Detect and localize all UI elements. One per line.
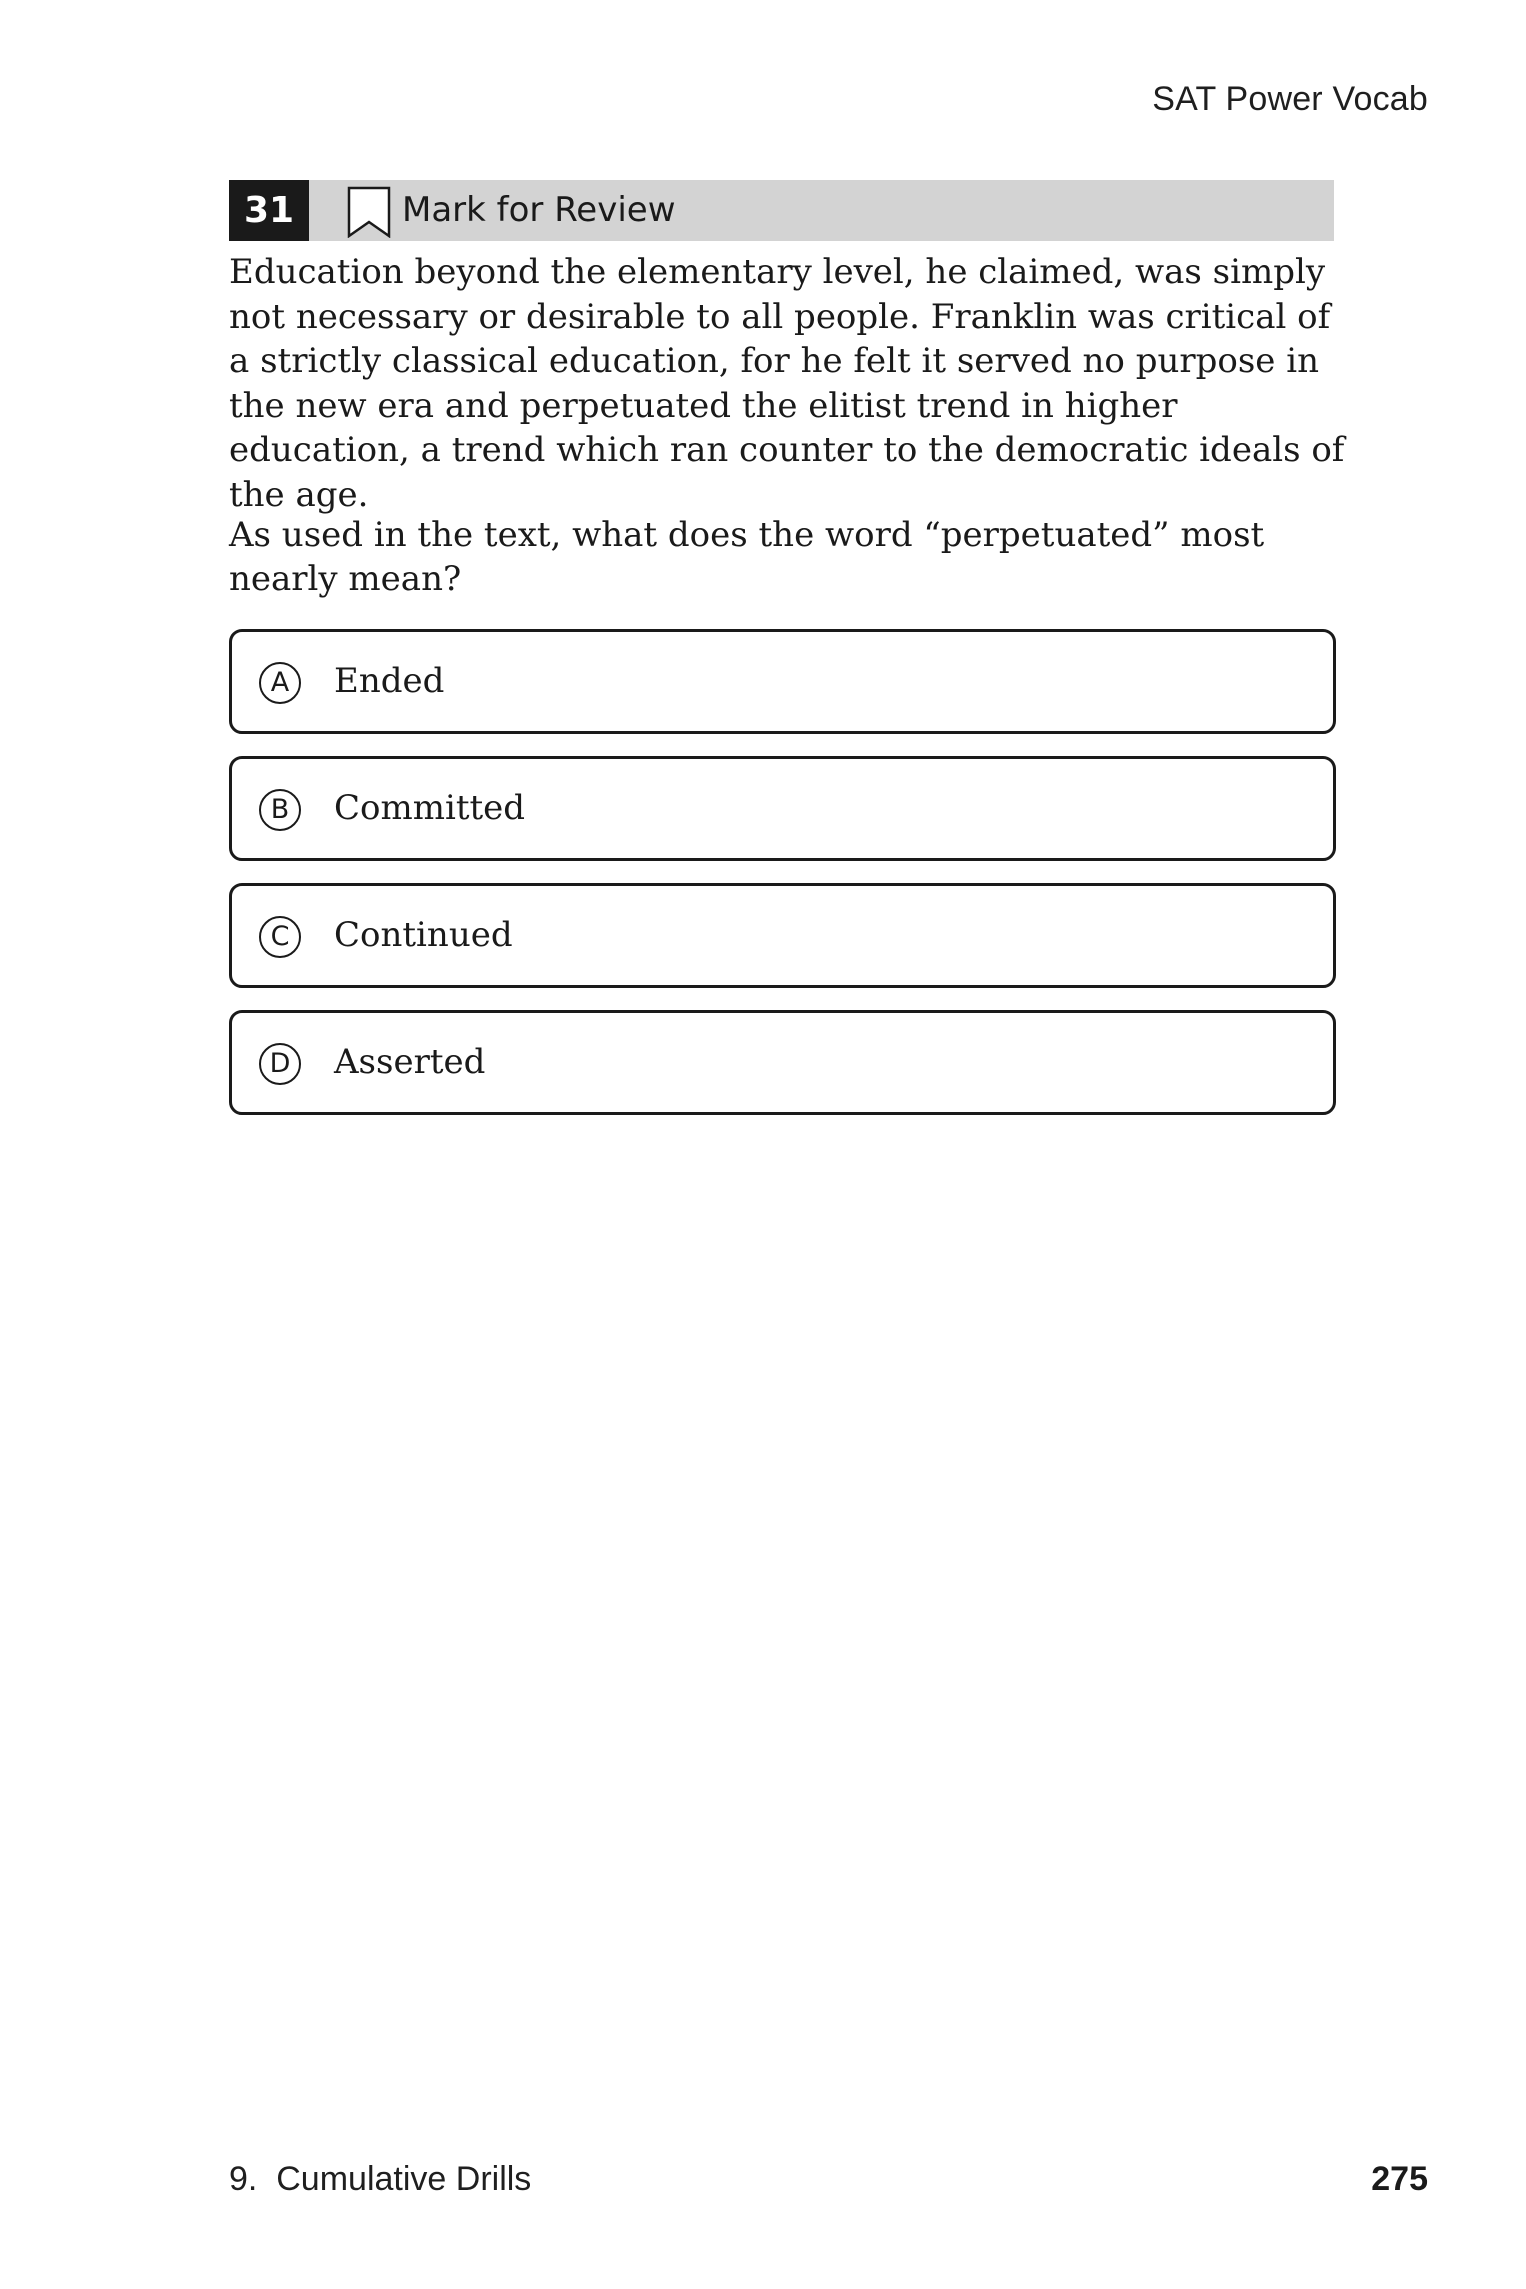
choice-text-b: Committed: [334, 788, 526, 828]
choice-letter-c-icon: C: [259, 916, 301, 958]
answer-choice-a[interactable]: [229, 629, 1336, 734]
running-header-title: SAT Power Vocab: [1152, 80, 1428, 118]
bookmark-icon[interactable]: [347, 186, 391, 238]
footer-page-number: 275: [1371, 2160, 1428, 2198]
choice-text-a: Ended: [334, 661, 445, 701]
choice-text-c: Continued: [334, 915, 513, 955]
answer-choice-c[interactable]: [229, 883, 1336, 988]
question-prompt: As used in the text, what does the word “perpetuated” most nearly mean?: [229, 515, 1265, 599]
mark-for-review-button[interactable]: Mark for Review: [402, 190, 676, 230]
choice-letter-d-icon: D: [259, 1043, 301, 1085]
choice-letter-a-icon: A: [259, 662, 301, 704]
answer-choice-d[interactable]: [229, 1010, 1336, 1115]
choice-text-d: Asserted: [334, 1042, 486, 1082]
answer-choice-b[interactable]: [229, 756, 1336, 861]
choice-letter-b-icon: B: [259, 789, 301, 831]
question-number: 31: [229, 180, 309, 241]
footer-chapter-title: 9. Cumulative Drills: [229, 2160, 532, 2198]
question-header-bar: [229, 180, 1334, 241]
question-passage: Education beyond the elementary level, he claimed, was simply not necessary or desirable to all people. Franklin was critical of a strictly classical education, for he felt it served no purpose in the new era and perpetuated the elitist trend in higher education, a trend which ran counter to the democratic ideals of the age.: [229, 252, 1345, 515]
